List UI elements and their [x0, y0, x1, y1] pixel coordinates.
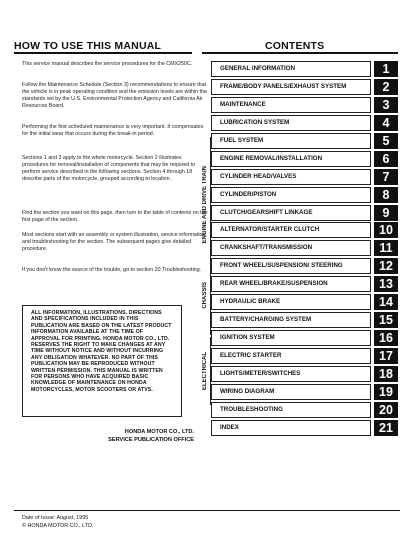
title-rule-right [202, 52, 398, 54]
toc-number-tab: 14 [374, 294, 398, 310]
contents-title: CONTENTS [265, 40, 325, 52]
intro-paragraph: This service manual describes the service procedures for the CMX250C. [22, 61, 193, 67]
toc-number-tab: 2 [374, 79, 398, 95]
toc-number-tab: 4 [374, 115, 398, 131]
toc-label: WIRING DIAGRAM [211, 384, 371, 400]
toc-item-10[interactable] [211, 222, 398, 238]
notice-text: ALL INFORMATION, ILLUSTRATIONS, DIRECTIONS AND SPECIFICATIONS INCLUDED IN THIS PUBLICATION ARE BASED ON THE LATEST PRODUCT INFORMATION AVAILABLE AT THE TIME OF APPROVAL FOR PRINTING. HONDA MOTOR CO., LTD. RESERVES THE RIGHT TO MAKE CHANGES AT ANY TIME WITHOUT NOTICE AND WITHOUT INCURRING ANY OBLIGATION WHATEVER. NO PART OF THIS PUBLICATION MAY BE REPRODUCED WITHOUT WRITTEN PERMISSION. THIS MANUAL IS WRITTEN FOR PERSONS WHO HAVE ACQUIRED BASIC KNOWLEDGE OF MAINTENANCE ON HONDA MOTORCYCLES, MOTOR SCOOTERS OR ATVS. [31, 310, 172, 393]
toc-label: REAR WHEEL/BRAKE/SUSPENSION [211, 276, 371, 292]
toc-number-tab: 20 [374, 402, 398, 418]
title-rule-left [14, 52, 192, 54]
toc-label: FRAME/BODY PANELS/EXHAUST SYSTEM [211, 79, 371, 95]
toc-number-tab: 3 [374, 97, 398, 113]
group-label-chassis: CHASSIS [201, 282, 208, 309]
group-label-electrical: ELECTRICAL [201, 352, 208, 390]
toc-item-19[interactable] [211, 384, 398, 400]
toc-number-tab: 16 [374, 330, 398, 346]
toc-item-18[interactable] [211, 366, 398, 382]
toc-number-tab: 7 [374, 169, 398, 185]
group-chassis [200, 256, 209, 335]
toc-item-13[interactable] [211, 276, 398, 292]
toc-number-tab: 10 [374, 222, 398, 238]
toc-number-tab: 11 [374, 240, 398, 256]
toc-item-6[interactable] [211, 151, 398, 167]
group-electrical [200, 337, 209, 405]
toc-number-tab: 12 [374, 258, 398, 274]
toc-number-tab: 13 [374, 276, 398, 292]
toc-label: MAINTENANCE [211, 97, 371, 113]
footer-rule [14, 510, 400, 511]
toc-number-tab: 19 [374, 384, 398, 400]
toc-number-tab: 17 [374, 348, 398, 364]
find-section-paragraph: Find the section you want on this page, then turn to the table of contents on the first page of the section. [22, 210, 208, 223]
toc-label: IGNITION SYSTEM [211, 330, 371, 346]
group-engine-drive-train [200, 137, 209, 273]
first-maintenance-paragraph: Performing the first scheduled maintenance is very important. It compensates for the initial wear that occurs during the break-in period. [22, 124, 204, 137]
toc-item-14[interactable] [211, 294, 398, 310]
section-structure-paragraph: Most sections start with an assembly or system illustration, service information and troubleshooting for the section. The subsequent pages give detailed procedure. [22, 232, 206, 252]
toc-item-20[interactable] [211, 402, 398, 418]
toc-label: CYLINDER HEAD/VALVES [211, 169, 371, 185]
toc-item-17[interactable] [211, 348, 398, 364]
toc-item-21[interactable] [211, 420, 398, 436]
toc-number-tab: 1 [374, 61, 398, 77]
how-to-use-title: HOW TO USE THIS MANUAL [14, 40, 162, 52]
toc-label: INDEX [211, 420, 371, 436]
toc-label: TROUBLESHOOTING [211, 402, 371, 418]
toc-number-tab: 15 [374, 312, 398, 328]
toc-number-tab: 21 [374, 420, 398, 436]
toc-number-tab: 5 [374, 133, 398, 149]
troubleshooting-paragraph: If you don't know the source of the trouble, go to section 20 Troubleshooting. [22, 267, 202, 273]
toc-item-15[interactable] [211, 312, 398, 328]
toc-label: LUBRICATION SYSTEM [211, 115, 371, 131]
toc-item-9[interactable] [211, 205, 398, 221]
company-name: HONDA MOTOR CO., LTD. [124, 429, 194, 435]
toc-label: ELECTRIC STARTER [211, 348, 371, 364]
toc-number-tab: 18 [374, 366, 398, 382]
toc-label: HYDRAULIC BRAKE [211, 294, 371, 310]
toc-item-11[interactable] [211, 240, 398, 256]
group-label-engine: ENGINE AND DRIVE TRAIN [201, 166, 208, 244]
toc-item-8[interactable] [211, 187, 398, 203]
toc-label: FRONT WHEEL/SUSPENSION/ STEERING [211, 258, 371, 274]
issue-date: Date of Issue: August, 1995 [22, 515, 89, 521]
sections-paragraph: Sections 1 and 3 apply to the whole motorcycle. Section 2 illustrates procedures for removal/installation of components that may be required to perform service described in the following sections. Section 4 through 18 describe parts of the motorcycle, grouped according to location. [22, 155, 196, 182]
toc-label: ENGINE REMOVAL/INSTALLATION [211, 151, 371, 167]
toc-item-1[interactable] [211, 61, 398, 77]
toc-label: CYLINDER/PISTON [211, 187, 371, 203]
toc-label: CRANKSHAFT/TRANSMISSION [211, 240, 371, 256]
toc-label: ALTERNATOR/STARTER CLUTCH [211, 222, 371, 238]
toc-number-tab: 8 [374, 187, 398, 203]
toc-label: CLUTCH/GEARSHIFT LINKAGE [211, 205, 371, 221]
toc-number-tab: 6 [374, 151, 398, 167]
toc-item-12[interactable] [211, 258, 398, 274]
toc-label: LIGHTS/METER/SWITCHES [211, 366, 371, 382]
toc-label: GENERAL INFORMATION [211, 61, 371, 77]
toc-item-5[interactable] [211, 133, 398, 149]
toc-item-2[interactable] [211, 79, 398, 95]
toc-label: FUEL SYSTEM [211, 133, 371, 149]
toc-number-tab: 9 [374, 205, 398, 221]
toc-item-4[interactable] [211, 115, 398, 131]
toc-item-16[interactable] [211, 330, 398, 346]
maintenance-paragraph: Follow the Maintenance Schedule (Section 3) recommendations to ensure that the vehicle is in peak operating condition and the emission levels are within the standards set by the U.S. Environmental Protection Agency and California Air Resources Board. [22, 82, 207, 109]
toc-label: BATTERY/CHARGING SYSTEM [211, 312, 371, 328]
copyright: © HONDA MOTOR CO., LTD. [22, 523, 94, 529]
publication-office: SERVICE PUBLICATION OFFICE [108, 437, 194, 443]
toc-item-7[interactable] [211, 169, 398, 185]
notice-box [22, 305, 182, 417]
toc-item-3[interactable] [211, 97, 398, 113]
